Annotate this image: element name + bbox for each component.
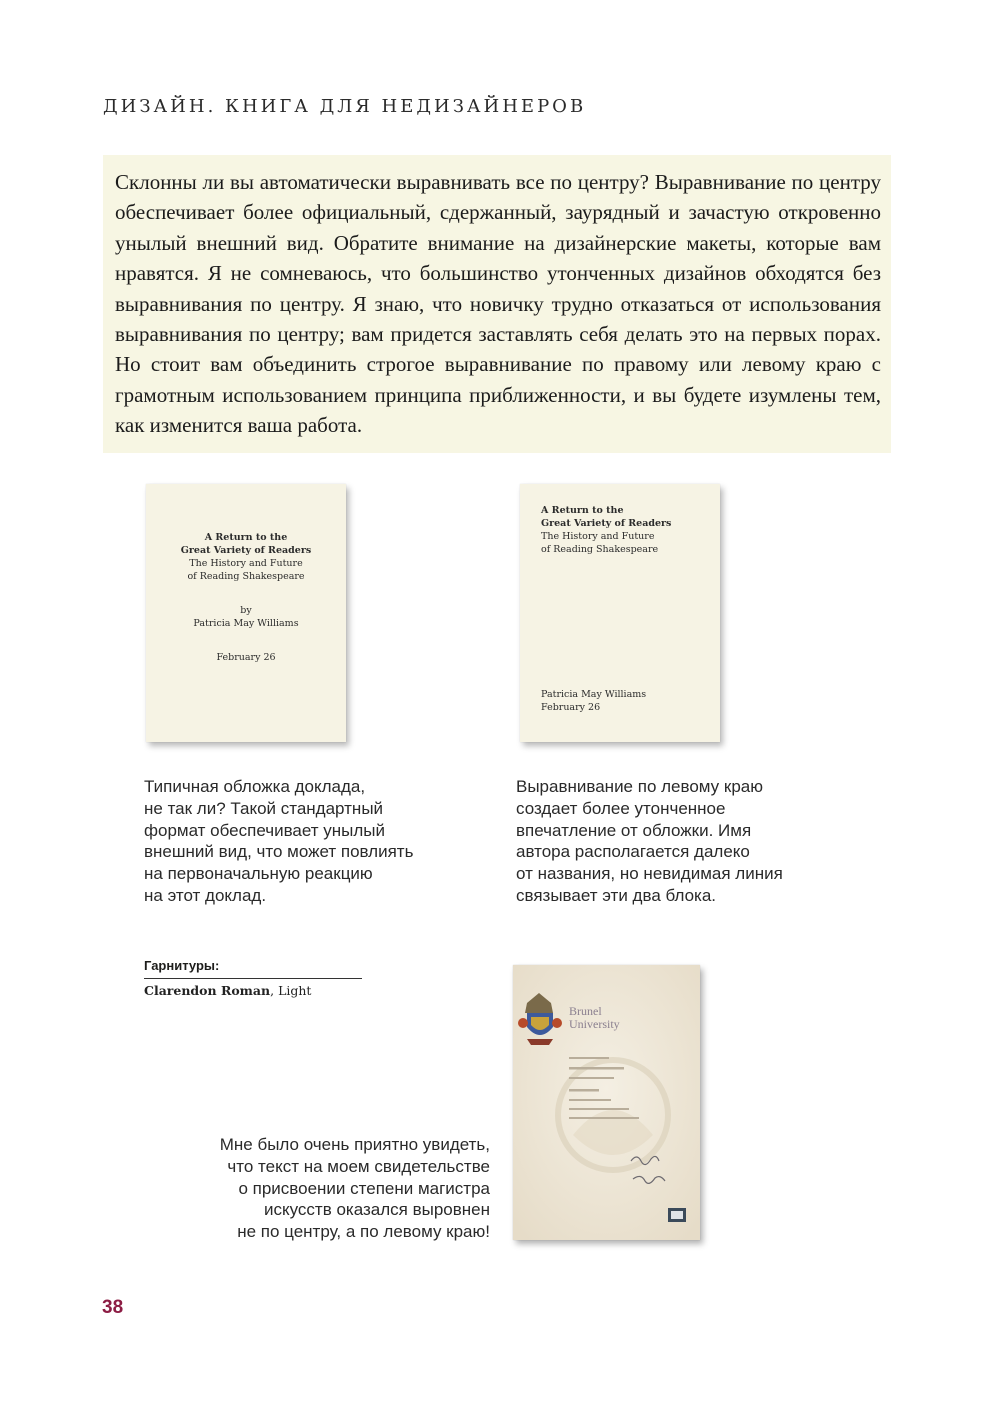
caption-line: не по центру, а по левому краю!	[237, 1222, 490, 1242]
diploma-university-name	[569, 1005, 620, 1031]
cover-date-block	[146, 651, 346, 664]
cover-subtitle-line: The History and Future	[541, 531, 655, 542]
cover-author: Patricia May Williams	[193, 618, 299, 629]
caption-line: на этот доклад.	[144, 885, 267, 905]
report-cover-centered	[146, 484, 346, 742]
caption-line: что текст на моем свидетельстве	[227, 1156, 490, 1176]
typeface-light: Light	[278, 983, 312, 998]
caption-line: создает более утонченное	[516, 798, 726, 818]
cover-title-line: Great Variety of Readers	[541, 518, 672, 529]
caption-line: Выравнивание по левому краю	[516, 777, 763, 796]
running-head: ДИЗАЙН. КНИГА ДЛЯ НЕДИЗАЙНЕРОВ	[103, 96, 587, 117]
typeface-separator: ,	[270, 983, 275, 998]
cover-title-line: A Return to the	[204, 532, 288, 543]
cover-author: Patricia May Williams	[541, 689, 647, 700]
report-cover-left-aligned	[520, 484, 720, 742]
caption-line: Типичная обложка доклада,	[144, 777, 366, 796]
diploma-image	[513, 965, 700, 1240]
cover-author-block	[146, 604, 346, 630]
caption-line: автора располагается далеко	[516, 842, 750, 862]
cover-date: February 26	[541, 702, 601, 713]
cover-title-line: Great Variety of Readers	[180, 545, 312, 556]
callout-text: Склонны ли вы автоматически выравнивать все по центру? Выравнивание по центру обеспечивает более официальный, сдержанный, заурядный и зачастую откровенно унылый внешний вид. Обратите внимание на дизайнерские макеты, которые вам нравятся. Я не сомневаюсь, что большинство утонченных дизайнов обходятся без выравнивания по центру. Я знаю, что новичку трудно отказаться от использования выравнивания по центру; вам придется заставлять себя делать это на первых порах. Но стоит вам объединить строгое выравнивание по правому или левому краю с грамотным использованием принципа приближенности, и вы будете изумлены тем, как изменится ваша работа.	[115, 170, 881, 438]
page-number: 38	[102, 1297, 124, 1318]
caption-line: внешний вид, что может повлиять	[144, 842, 414, 862]
typefaces-note	[144, 958, 362, 998]
caption-line: на первоначальную реакцию	[144, 864, 373, 884]
university-line: Brunel	[569, 1004, 602, 1018]
cover-title-block	[146, 531, 346, 583]
caption-line: Мне было очень приятно увидеть,	[219, 1135, 490, 1154]
cover-subtitle-line: The History and Future	[189, 558, 303, 569]
caption-line: связывает эти два блока.	[516, 885, 717, 905]
caption-centered-cover	[144, 776, 454, 907]
cover-by: by	[240, 605, 252, 616]
caption-line: не так ли? Такой стандартный	[144, 798, 384, 818]
cover-title-block	[541, 504, 671, 556]
cover-subtitle-line: of Reading Shakespeare	[187, 571, 305, 582]
typeface-bold: Clarendon Roman	[144, 983, 271, 998]
typefaces-list	[144, 983, 362, 998]
cover-subtitle-line: of Reading Shakespeare	[541, 544, 659, 555]
typefaces-label: Гарнитуры:	[144, 958, 362, 979]
caption-line: о присвоении степени магистра	[238, 1178, 490, 1198]
cover-title-line: A Return to the	[541, 505, 624, 516]
caption-line: впечатление от обложки. Имя	[516, 820, 752, 840]
caption-left-cover	[516, 776, 816, 907]
university-line: University	[569, 1017, 620, 1031]
caption-diploma	[180, 1134, 490, 1243]
caption-line: от названия, но невидимая линия	[516, 864, 783, 884]
caption-line: формат обеспечивает унылый	[144, 820, 386, 840]
caption-line: искусств оказался выровнен	[263, 1200, 490, 1220]
cover-author-block	[541, 688, 646, 714]
callout-box	[103, 155, 891, 453]
cover-date: February 26	[216, 652, 276, 663]
